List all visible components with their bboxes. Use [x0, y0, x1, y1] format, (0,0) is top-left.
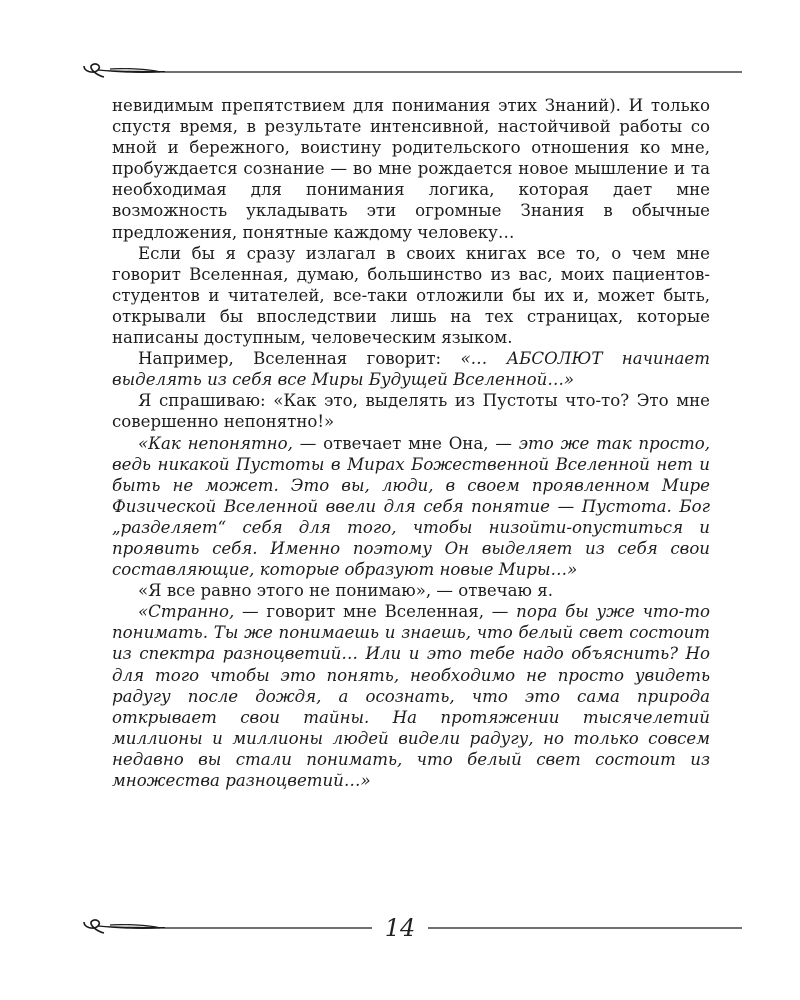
body-text: [112, 95, 710, 791]
paragraph-text: невидимым препятствием для понимания этих Знаний). И только спустя время, в результате интенсивной, настойчивой работы со мной и бережного, воистину родительского отношения ко мне, пробуждается сознание — во мне рождается новое мышление и та необходимая для понимания логика, которая дает мне возможность укладывать эти огромные Знания в обычные предложения, понятные каждому человеку…: [112, 96, 710, 242]
paragraph-text: Например, Вселенная говорит:: [138, 349, 461, 369]
page-number: 14: [372, 911, 428, 945]
paragraph-text: Я спрашиваю: «Как это, выделять из Пустоты что-то? Это мне совершенно непонятно!»: [112, 391, 710, 432]
paragraph: [112, 433, 710, 581]
paragraph: [112, 348, 710, 390]
paragraph: [112, 95, 710, 243]
quote-text: это же так просто, ведь никакой Пустоты в Мирах Божественной Вселенной нет и быть не может. Это вы, люди, в своем проявленном Мире Физической Вселенной ввели для себя понятие — Пустота. Бог „разделяет“ себя для того, чтобы низойти-опуститься и проявить себя. Именно поэтому Он выделяет из себя свои составляющие, которые образуют новые Миры…»: [112, 433, 711, 580]
quote-text: пора бы уже что-то понимать. Ты же понимаешь и знаешь, что белый свет состоит из спектра разноцветий… Или и это тебе надо объяснить? Но для того чтобы это понять, необходимо не просто увидеть радугу после дождя, а осознать, что это сама природа открывает свои тайны. На протяжении тысячелетий миллионы и миллионы людей видели радугу, но только совсем недавно вы стали понимать, что белый свет состоит из множества разноцветий…»: [112, 602, 710, 790]
paragraph-text: — отвечает мне Она, —: [292, 433, 519, 453]
quote-text: «Как непонятно,: [138, 433, 293, 453]
paragraph-text: — говорит мне Вселенная, —: [234, 602, 517, 622]
top-ornament: [0, 52, 800, 92]
paragraph: [112, 243, 710, 348]
paragraph: [112, 390, 710, 432]
paragraph-text: Если бы я сразу излагал в своих книгах все то, о чем мне говорит Вселенная, думаю, большинство из вас, моих пациентов-студентов и читателей, все-таки отложили бы их и, может быть, открывали бы впоследствии лишь на тех страницах, которые написаны доступным, человеческим языком.: [112, 243, 710, 348]
quote-text: «Странно,: [138, 602, 235, 622]
paragraph: [112, 601, 710, 791]
paragraph: [112, 580, 710, 601]
quote-text: «… АБСОЛЮТ начинает выделять из себя все Миры Будущей Вселенной…»: [112, 349, 710, 390]
paragraph-text: «Я все равно этого не понимаю», — отвечаю я.: [138, 581, 553, 601]
